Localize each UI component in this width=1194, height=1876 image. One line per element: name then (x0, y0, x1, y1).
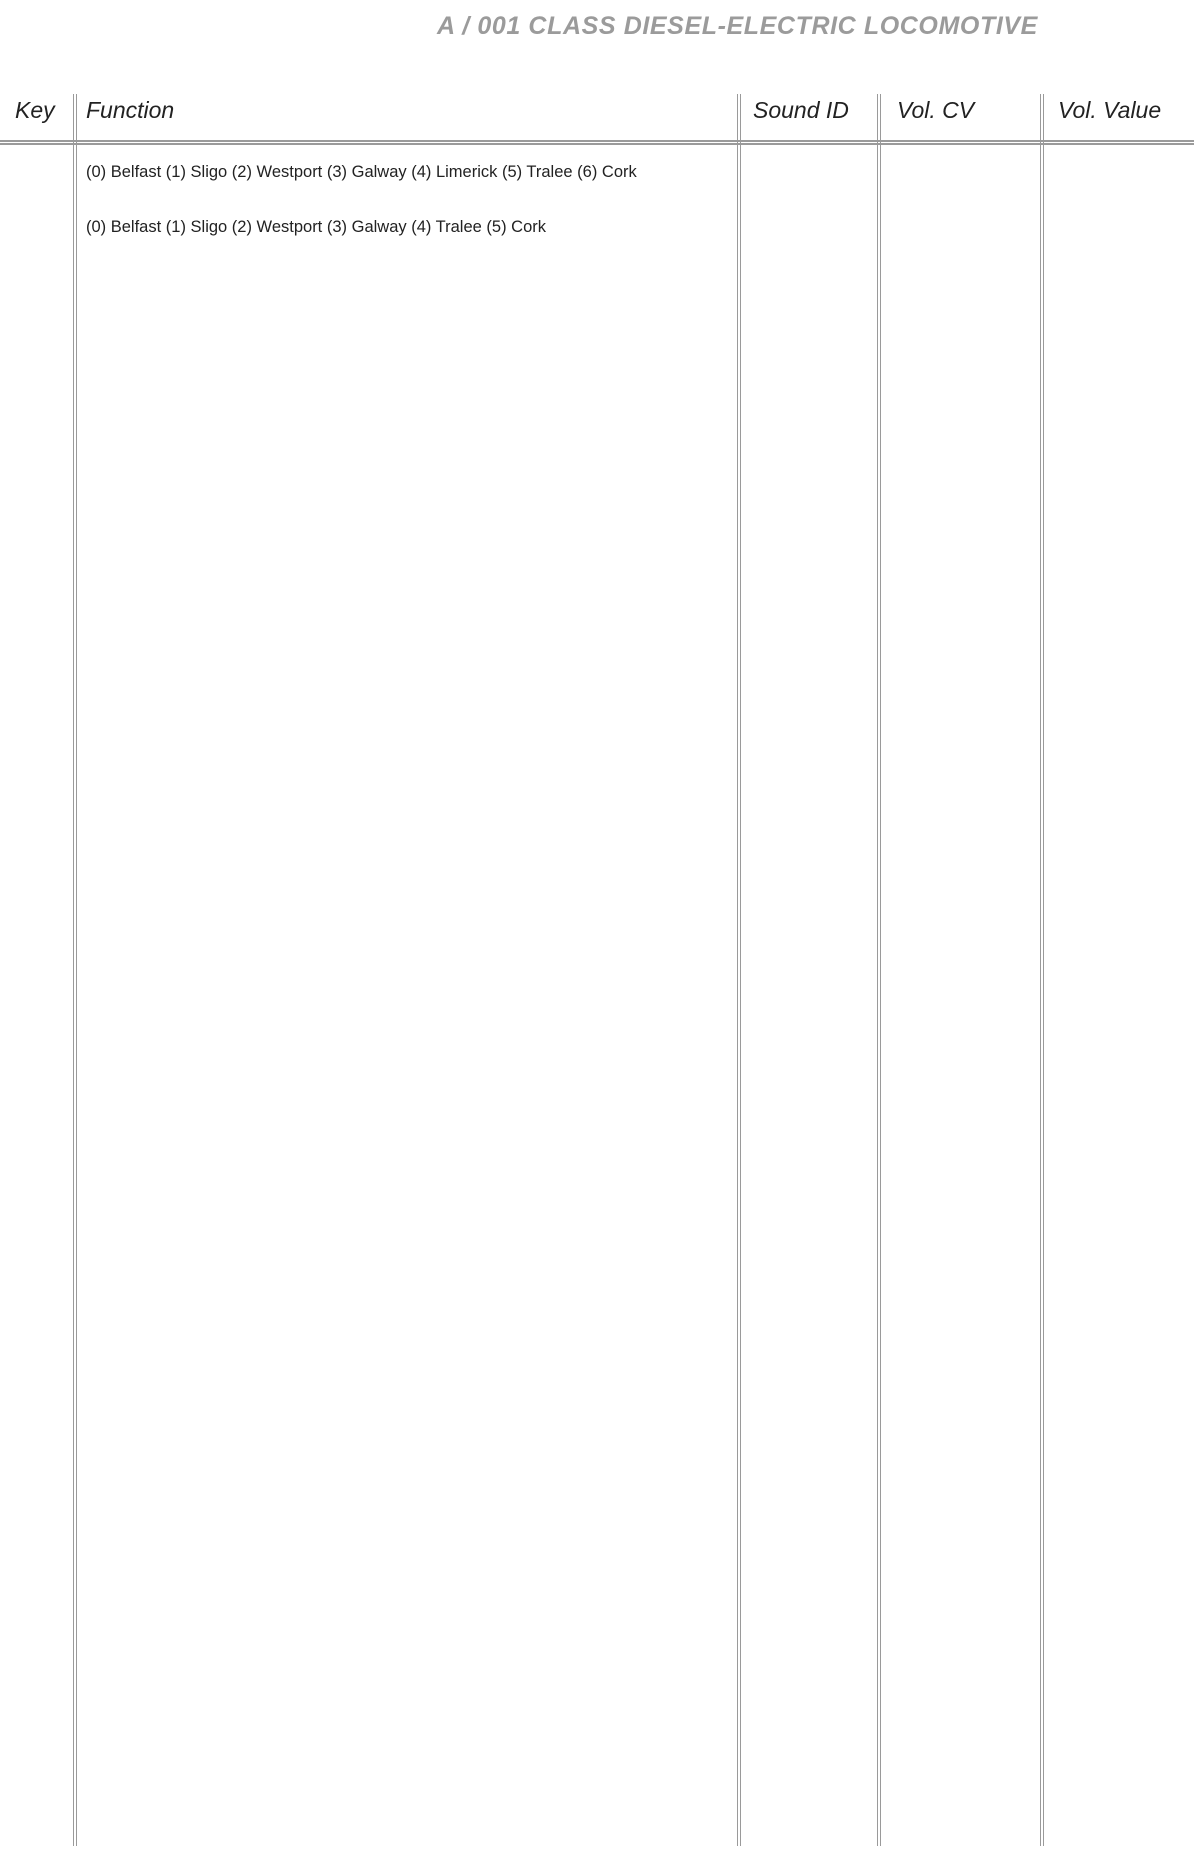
page-title: A / 001 CLASS DIESEL-ELECTRIC LOCOMOTIVE (437, 12, 1038, 40)
column-divider-soundid-volcv (877, 94, 881, 1846)
table-header-row (0, 80, 1194, 140)
table-note-row (0, 145, 1194, 200)
function-table (0, 80, 1194, 1850)
column-header-function: Function (86, 96, 175, 123)
column-divider-volcv-volvalue (1040, 94, 1044, 1846)
column-divider-key-function (73, 94, 77, 1846)
table-note-row (0, 200, 1194, 255)
column-header-vol-cv: Vol. CV (897, 96, 975, 123)
table-body (0, 145, 1194, 255)
note-text: (0) Belfast (1) Sligo (2) Westport (3) Galway (4) Tralee (5) Cork (86, 218, 546, 236)
column-header-sound-id: Sound ID (753, 96, 849, 123)
column-header-key: Key (15, 96, 55, 123)
column-header-vol-value: Vol. Value (1058, 96, 1162, 123)
column-divider-function-soundid (737, 94, 741, 1846)
note-text: (0) Belfast (1) Sligo (2) Westport (3) Galway (4) Limerick (5) Tralee (6) Cork (86, 163, 637, 181)
